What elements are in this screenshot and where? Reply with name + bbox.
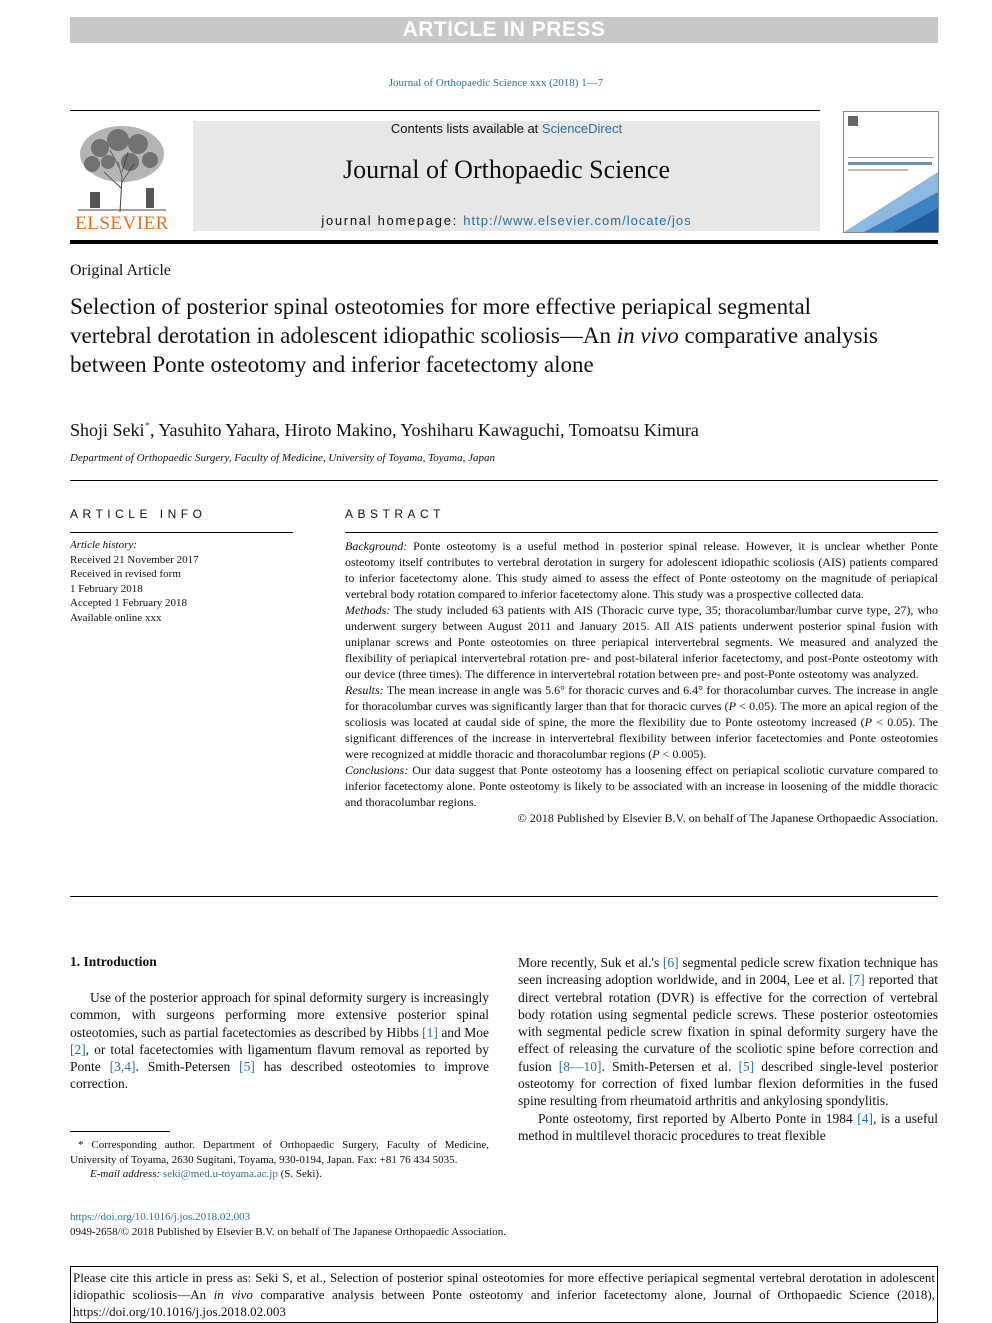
history-received: Received 21 November 2017 bbox=[70, 553, 199, 566]
p2-text-a: More recently, Suk et al.'s bbox=[518, 955, 663, 970]
abstract-copyright: © 2018 Published by Elsevier B.V. on behalf of The Japanese Orthopaedic Association. bbox=[517, 811, 938, 825]
p2-text-d: . Smith-Petersen et al. bbox=[601, 1058, 739, 1074]
title-part1: Selection of posterior spinal osteotomies for more effective periapical segmental vertebral derotation in adolescent idiopathic scoliosis—An bbox=[70, 294, 812, 348]
email-link[interactable]: seki@med.u-toyama.ac.jp bbox=[162, 1168, 278, 1180]
history-accepted: Accepted 1 February 2018 bbox=[70, 597, 187, 609]
author-first: Shoji Seki bbox=[70, 420, 145, 440]
conclusions-label: Conclusions: bbox=[345, 763, 409, 777]
intro-paragraph-2 bbox=[518, 954, 938, 1110]
footnote-corresponding bbox=[70, 1138, 489, 1167]
abstract-body bbox=[345, 538, 938, 826]
p3-text-b: , is a useful method in multilevel thoracic procedures to treat flexible bbox=[518, 1110, 938, 1143]
p1-text-e: has described osteotomies to improve correction. bbox=[70, 1059, 489, 1092]
author-list bbox=[70, 420, 699, 441]
cite-italic: in vivo bbox=[213, 1287, 253, 1302]
footnote-email bbox=[70, 1167, 489, 1182]
journal-reference-link[interactable]: Journal of Orthopaedic Science xxx (2018) 1—7 bbox=[388, 77, 604, 89]
conclusions-text: Our data suggest that Ponte osteotomy has a loosening effect on periapical scoliotic curvature compared to inferior facetectomy alone. Ponte osteotomy is likely to be associated with an increase in loosening of the middle thoracic and thoracolumbar regions. bbox=[345, 763, 938, 809]
doi-link[interactable]: https://doi.org/10.1016/j.jos.2018.02.003 bbox=[70, 1211, 251, 1223]
results-text-e: < 0.05). The significant differences of the increase in intervertebral flexibility between inferior facetectomies and Ponte osteotomies were recognized at middle thoracic and thoracolumbar regions ( bbox=[345, 715, 939, 761]
homepage-link[interactable]: http://www.elsevier.com/locate/jos bbox=[463, 213, 692, 228]
affiliation: Department of Orthopaedic Surgery, Faculty of Medicine, University of Toyama, Toyama, Japan bbox=[70, 452, 495, 464]
results-p-1: P bbox=[728, 699, 736, 713]
title-italic: in vivo bbox=[616, 323, 679, 348]
issn-line: 0949-2658/© 2018 Published by Elsevier B.V. on behalf of The Japanese Orthopaedic Association. bbox=[70, 1226, 506, 1238]
affiliation-rule bbox=[70, 480, 938, 481]
corresponding-footnote bbox=[70, 1138, 489, 1182]
p3-text-a: Ponte osteotomy, first reported by Alberto Ponte in 1984 bbox=[538, 1110, 858, 1126]
background-label: Background: bbox=[345, 539, 408, 553]
contents-prefix: Contents lists available at bbox=[390, 121, 542, 136]
p1-text-c: , or total facetectomies with ligamentum flavum removal as reported by Ponte bbox=[70, 1041, 489, 1075]
results-p-2: P bbox=[864, 715, 872, 729]
introduction-heading: 1. Introduction bbox=[70, 954, 157, 969]
ref-1-link[interactable]: [1] bbox=[422, 1024, 438, 1040]
ref-3-4-link[interactable]: [3,4] bbox=[109, 1059, 136, 1075]
p1-text-a: Use of the posterior approach for spinal deformity surgery is increasingly common, with surgeons performing more extensive posterior spinal osteotomies, such as partial facetectomies as described by Hibbs bbox=[70, 990, 489, 1040]
results-p-3: P bbox=[652, 747, 660, 761]
abstract-results bbox=[345, 682, 938, 762]
article-in-press-banner: ARTICLE IN PRESS bbox=[70, 17, 938, 43]
journal-cover-thumbnail[interactable] bbox=[843, 111, 939, 233]
ref-8-10-link[interactable]: [8—10] bbox=[558, 1058, 602, 1074]
authors-rest: , Yasuhito Yahara, Hiroto Makino, Yoshiharu Kawaguchi, Tomoatsu Kimura bbox=[150, 420, 699, 440]
footnote-corr-text: Corresponding author. Department of Orthopaedic Surgery, Faculty of Medicine, University of Toyama, 2630 Sugitani, Toyama, 930-0194, Japan. Fax: +81 76 434 5035. bbox=[70, 1139, 489, 1166]
journal-title: Journal of Orthopaedic Science bbox=[342, 155, 671, 184]
abstract-methods bbox=[345, 602, 938, 682]
history-revised-1: Received in revised form bbox=[70, 568, 181, 580]
citation-box bbox=[70, 1266, 938, 1323]
article-type: Original Article bbox=[70, 262, 171, 279]
background-text: Ponte osteotomy is a useful method in posterior spinal release. However, it is unclear whether Ponte osteotomy itself contributes to vertebral derotation in surgery for adolescent idiopathic scoliosis (AIS) patients compared to inferior facetectomy alone. This study aimed to assess the effect of Ponte osteotomy on the magnitude of periapical vertebral body rotation compared to inferior facetectomy alone. This study was a prospective collected data. bbox=[345, 539, 938, 601]
article-info-rule bbox=[70, 532, 293, 533]
homepage-label: journal homepage: bbox=[321, 213, 464, 228]
contents-line bbox=[193, 121, 820, 136]
header-rule bbox=[70, 110, 820, 111]
ref-5-link[interactable]: [5] bbox=[239, 1059, 255, 1075]
footnote-rule bbox=[70, 1131, 170, 1132]
p2-text-e: described single-level posterior osteotomy for correction of fixed lumbar flexion deformities in the fused spine resulting from rheumatoid arthritis and ankylosing spondylitis. bbox=[518, 1058, 938, 1109]
abstract-rule bbox=[345, 532, 938, 533]
p2-text-c: reported that direct vertebral rotation (DVR) is effective for the correction of vertebral body rotation using segmental pedicle screws. These posterior osteotomies with segmental pedicle screw fixation in spinal deformity surgery have the effect of releasing the curvature of the scoliotic spine before correction and fusion bbox=[518, 972, 938, 1074]
history-label: Article history: bbox=[70, 539, 137, 551]
p1-text-d: . Smith-Petersen bbox=[135, 1059, 240, 1075]
methods-text: The study included 63 patients with AIS (Thoracic curve type, 35; thoracolumbar/lumbar curve type, 27), who underwent surgery between August 2011 and January 2015. All AIS patients underwent posterior spinal fusion with uniplanar screws and Ponte osteotomies on three periapical intervertebral segments. We measured and analyzed the flexibility of periapical intervertebral rotation pre- and post-bilateral inferior facetectomy, and post-Ponte osteotomy with our device (three times). The difference in intervertebral rotation between pre- and post-Ponte osteotomy was analyzed. bbox=[345, 603, 938, 681]
history-online: Available online xxx bbox=[70, 611, 162, 624]
email-suffix: (S. Seki). bbox=[277, 1168, 322, 1180]
results-text-c: < 0.05). The more an apical region of the scoliosis was located at caudal side of spine, the more the flexibility due to Ponte osteotomy increased ( bbox=[345, 699, 938, 729]
p1-text-b: and Moe bbox=[437, 1024, 489, 1040]
email-label: E-mail address: bbox=[90, 1168, 163, 1180]
abstract-conclusions bbox=[345, 762, 938, 810]
results-label: Results: bbox=[345, 683, 384, 697]
p2-text-b: segmental pedicle screw fixation technique has seen increasing adoption worldwide, and in 2004, Lee et al. bbox=[518, 955, 938, 988]
history-revised-2: 1 February 2018 bbox=[70, 582, 143, 595]
ref-4-link[interactable]: [4] bbox=[857, 1110, 874, 1126]
article-history bbox=[70, 538, 199, 625]
title-part2: comparative analysis between Ponte osteotomy and inferior facetectomy alone bbox=[70, 323, 878, 377]
elsevier-wordmark: ELSEVIER bbox=[75, 213, 169, 234]
homepage-line bbox=[193, 213, 820, 228]
ref-7-link[interactable]: [7] bbox=[849, 972, 865, 988]
header-thick-rule bbox=[70, 240, 938, 244]
ref-6-link[interactable]: [6] bbox=[662, 955, 679, 970]
intro-paragraph-3 bbox=[518, 1110, 938, 1145]
ref-5b-link[interactable]: [5] bbox=[738, 1058, 755, 1074]
abstract-end-rule bbox=[70, 896, 938, 897]
corresponding-author-star[interactable]: * bbox=[144, 420, 151, 432]
methods-label: Methods: bbox=[345, 603, 391, 617]
abstract-background bbox=[345, 538, 938, 602]
sciencedirect-link[interactable]: ScienceDirect bbox=[541, 121, 623, 136]
article-title bbox=[70, 292, 890, 379]
results-text-a: The mean increase in angle was 5.6° for thoracic curves and 6.4° for thoracolumbar curves. The increase in angle for thoracolumbar curves was significantly larger than that for thoracic curves ( bbox=[345, 683, 938, 713]
cite-text-b: comparative analysis between Ponte osteotomy and inferior facetectomy alone, Journal of Orthopaedic Science (2018), https://doi.org/10.1016/j.jos.2018.02.003 bbox=[73, 1287, 935, 1319]
footnote-star: * bbox=[78, 1139, 84, 1151]
ref-2-link[interactable]: [2] bbox=[70, 1041, 86, 1057]
cite-text-a: Please cite this article in press as: Seki S, et al., Selection of posterior spinal osteotomies for more effective periapical segmental vertebral derotation in adolescent idiopathic scoliosis—An bbox=[73, 1270, 935, 1302]
abstract-heading: ABSTRACT bbox=[345, 507, 446, 521]
intro-right-column bbox=[518, 954, 938, 1144]
intro-paragraph-1 bbox=[70, 989, 489, 1093]
results-text-g: < 0.005). bbox=[659, 747, 707, 761]
article-info-heading: ARTICLE INFO bbox=[70, 507, 207, 521]
